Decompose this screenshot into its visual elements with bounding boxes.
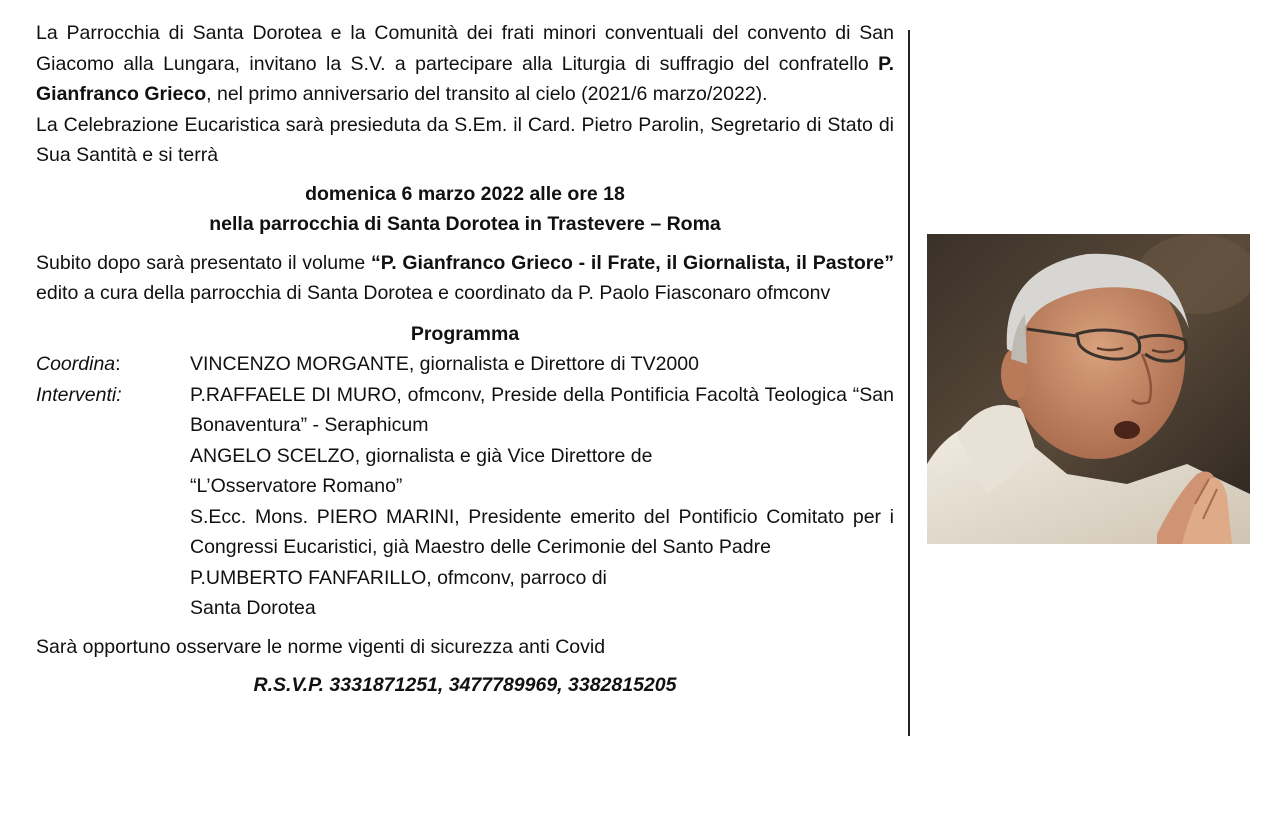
speaker-item: “L’Osservatore Romano” — [190, 475, 403, 497]
rsvp-line: R.S.V.P. 3331871251, 3477789969, 3382815205 — [253, 674, 677, 696]
speaker-item: P.RAFFAELE DI MURO, ofmconv, Preside della Pontificia Facoltà Teologica “San Bonaventura” - Seraphicum — [190, 383, 894, 436]
honoree-name: P. Gianfranco Grieco — [36, 52, 894, 105]
intro-paragraph — [36, 18, 894, 110]
program-row-coordina — [36, 349, 894, 380]
book-paragraph — [36, 248, 894, 309]
invitation-text — [36, 18, 894, 701]
speaker-list — [190, 380, 894, 624]
coordina-colon: : — [115, 353, 121, 375]
portrait-photo — [927, 234, 1250, 544]
coordina-label-wrap — [36, 349, 190, 380]
portrait-photo-icon — [927, 234, 1250, 544]
book-text-end: edito a cura della parrocchia di Santa Dorotea e coordinato da P. Paolo Fiasconaro ofmconv — [36, 282, 831, 304]
book-title: “P. Gianfranco Grieco - il Frate, il Giornalista, il Pastore” — [370, 251, 894, 274]
covid-note: Sarà opportuno osservare le norme vigenti di sicurezza anti Covid — [36, 635, 606, 658]
speaker-item: Santa Dorotea — [190, 597, 316, 619]
interventi-label: Interventi: — [36, 383, 122, 406]
celebration-paragraph: La Celebrazione Eucaristica sarà presieduta da S.Em. il Card. Pietro Parolin, Segretario di Stato di Sua Santità e si terrà — [36, 113, 894, 166]
program-heading: Programma — [410, 322, 520, 345]
program-row-interventi — [36, 380, 894, 624]
speaker-item: S.Ecc. Mons. PIERO MARINI, Presidente emerito del Pontificio Comitato per i Congressi Eucaristici, già Maestro delle Cerimonie del Santo Padre — [190, 505, 894, 558]
event-place: nella parrocchia di Santa Dorotea in Trastevere – Roma — [209, 213, 721, 235]
speaker-item: ANGELO SCELZO, giornalista e già Vice Direttore de — [190, 444, 653, 467]
coordina-label: Coordina — [36, 353, 116, 375]
vertical-divider — [908, 30, 910, 736]
intro-text-end: , nel primo anniversario del transito al cielo (2021/6 marzo/2022). — [206, 83, 768, 105]
speaker-item: P.UMBERTO FANFARILLO, ofmconv, parroco di — [190, 566, 607, 589]
event-date: domenica 6 marzo 2022 alle ore 18 — [305, 182, 625, 205]
book-text: Subito dopo sarà presentato il volume — [36, 251, 371, 274]
coordina-value: VINCENZO MORGANTE, giornalista e Direttore di TV2000 — [190, 353, 699, 375]
intro-text: La Parrocchia di Santa Dorotea e la Comunità dei frati minori conventuali del convento di San Giacomo alla Lungara, invitano la S.V. a partecipare alla Liturgia di suffragio del confratello — [36, 22, 894, 75]
